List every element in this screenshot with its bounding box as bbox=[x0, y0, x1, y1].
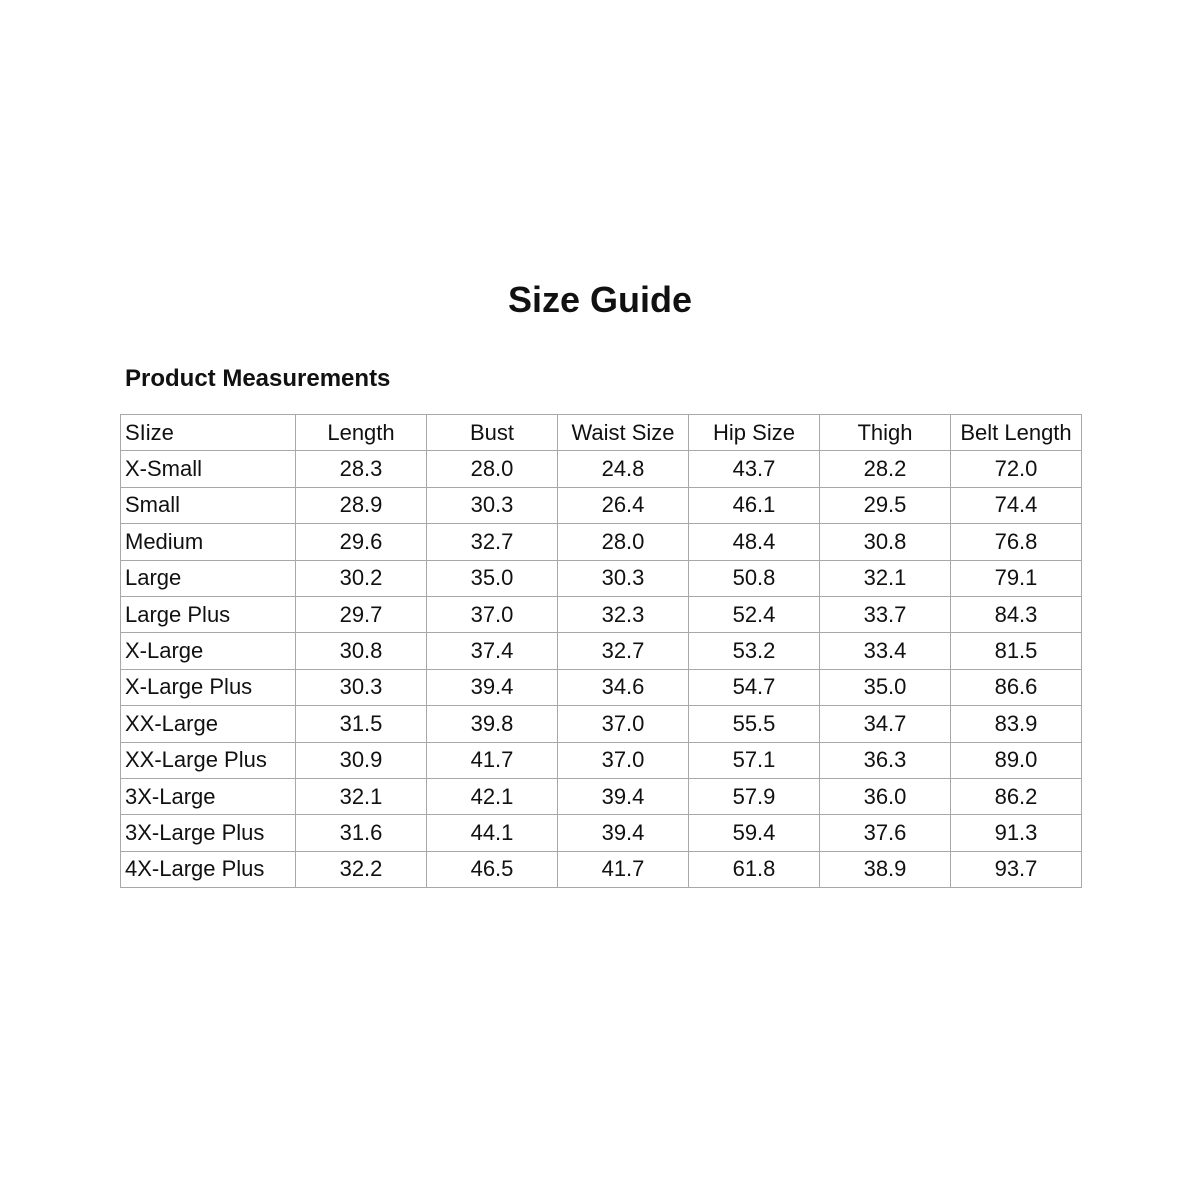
cell-waist-size: 41.7 bbox=[558, 851, 689, 887]
cell-hip-size: 54.7 bbox=[689, 669, 820, 705]
table-row bbox=[121, 487, 1082, 523]
table-row bbox=[121, 596, 1082, 632]
cell-hip-size: 53.2 bbox=[689, 633, 820, 669]
cell-bust: 35.0 bbox=[427, 560, 558, 596]
header-size: SIize bbox=[121, 415, 296, 451]
header-waist-size: Waist Size bbox=[558, 415, 689, 451]
table-row bbox=[121, 742, 1082, 778]
cell-length: 30.2 bbox=[296, 560, 427, 596]
cell-bust: 37.0 bbox=[427, 596, 558, 632]
cell-hip-size: 52.4 bbox=[689, 596, 820, 632]
table-row bbox=[121, 815, 1082, 851]
header-bust: Bust bbox=[427, 415, 558, 451]
cell-hip-size: 48.4 bbox=[689, 524, 820, 560]
cell-size: X-Large bbox=[121, 633, 296, 669]
cell-bust: 39.8 bbox=[427, 706, 558, 742]
table-header-row bbox=[121, 415, 1082, 451]
cell-length: 32.1 bbox=[296, 778, 427, 814]
table-row bbox=[121, 633, 1082, 669]
cell-bust: 28.0 bbox=[427, 451, 558, 487]
cell-bust: 41.7 bbox=[427, 742, 558, 778]
cell-belt-length: 84.3 bbox=[951, 596, 1082, 632]
cell-thigh: 33.7 bbox=[820, 596, 951, 632]
cell-waist-size: 28.0 bbox=[558, 524, 689, 560]
size-table bbox=[120, 414, 1082, 888]
cell-bust: 44.1 bbox=[427, 815, 558, 851]
cell-belt-length: 76.8 bbox=[951, 524, 1082, 560]
table-row bbox=[121, 669, 1082, 705]
cell-thigh: 34.7 bbox=[820, 706, 951, 742]
cell-thigh: 28.2 bbox=[820, 451, 951, 487]
cell-length: 30.9 bbox=[296, 742, 427, 778]
cell-thigh: 32.1 bbox=[820, 560, 951, 596]
cell-length: 28.9 bbox=[296, 487, 427, 523]
cell-hip-size: 57.9 bbox=[689, 778, 820, 814]
cell-belt-length: 81.5 bbox=[951, 633, 1082, 669]
cell-bust: 42.1 bbox=[427, 778, 558, 814]
cell-size: X-Large Plus bbox=[121, 669, 296, 705]
cell-size: Medium bbox=[121, 524, 296, 560]
table-row bbox=[121, 851, 1082, 887]
cell-length: 30.3 bbox=[296, 669, 427, 705]
cell-waist-size: 26.4 bbox=[558, 487, 689, 523]
cell-belt-length: 72.0 bbox=[951, 451, 1082, 487]
cell-waist-size: 24.8 bbox=[558, 451, 689, 487]
cell-size: Large bbox=[121, 560, 296, 596]
cell-belt-length: 83.9 bbox=[951, 706, 1082, 742]
header-hip-size: Hip Size bbox=[689, 415, 820, 451]
cell-hip-size: 50.8 bbox=[689, 560, 820, 596]
cell-thigh: 33.4 bbox=[820, 633, 951, 669]
cell-bust: 30.3 bbox=[427, 487, 558, 523]
cell-belt-length: 79.1 bbox=[951, 560, 1082, 596]
cell-waist-size: 39.4 bbox=[558, 778, 689, 814]
table-row bbox=[121, 524, 1082, 560]
cell-size: XX-Large bbox=[121, 706, 296, 742]
cell-belt-length: 93.7 bbox=[951, 851, 1082, 887]
cell-waist-size: 32.7 bbox=[558, 633, 689, 669]
cell-thigh: 36.0 bbox=[820, 778, 951, 814]
cell-thigh: 37.6 bbox=[820, 815, 951, 851]
cell-length: 31.5 bbox=[296, 706, 427, 742]
cell-belt-length: 86.6 bbox=[951, 669, 1082, 705]
cell-size: Large Plus bbox=[121, 596, 296, 632]
cell-length: 29.6 bbox=[296, 524, 427, 560]
table-row bbox=[121, 560, 1082, 596]
table-row bbox=[121, 706, 1082, 742]
cell-length: 30.8 bbox=[296, 633, 427, 669]
cell-belt-length: 86.2 bbox=[951, 778, 1082, 814]
cell-hip-size: 43.7 bbox=[689, 451, 820, 487]
header-thigh: Thigh bbox=[820, 415, 951, 451]
cell-bust: 32.7 bbox=[427, 524, 558, 560]
cell-bust: 37.4 bbox=[427, 633, 558, 669]
cell-waist-size: 37.0 bbox=[558, 706, 689, 742]
cell-size: X-Small bbox=[121, 451, 296, 487]
section-title: Product Measurements bbox=[125, 365, 391, 392]
cell-belt-length: 74.4 bbox=[951, 487, 1082, 523]
cell-size: Small bbox=[121, 487, 296, 523]
cell-size: 3X-Large bbox=[121, 778, 296, 814]
header-length: Length bbox=[296, 415, 427, 451]
page-title: Size Guide bbox=[507, 279, 693, 320]
cell-thigh: 35.0 bbox=[820, 669, 951, 705]
cell-length: 31.6 bbox=[296, 815, 427, 851]
cell-size: 4X-Large Plus bbox=[121, 851, 296, 887]
cell-hip-size: 59.4 bbox=[689, 815, 820, 851]
cell-thigh: 38.9 bbox=[820, 851, 951, 887]
table-row bbox=[121, 451, 1082, 487]
cell-bust: 39.4 bbox=[427, 669, 558, 705]
table-row bbox=[121, 778, 1082, 814]
cell-thigh: 30.8 bbox=[820, 524, 951, 560]
cell-waist-size: 34.6 bbox=[558, 669, 689, 705]
cell-thigh: 29.5 bbox=[820, 487, 951, 523]
cell-thigh: 36.3 bbox=[820, 742, 951, 778]
cell-hip-size: 55.5 bbox=[689, 706, 820, 742]
cell-length: 32.2 bbox=[296, 851, 427, 887]
cell-length: 29.7 bbox=[296, 596, 427, 632]
cell-hip-size: 61.8 bbox=[689, 851, 820, 887]
cell-waist-size: 32.3 bbox=[558, 596, 689, 632]
cell-hip-size: 46.1 bbox=[689, 487, 820, 523]
header-belt-length: Belt Length bbox=[951, 415, 1082, 451]
cell-hip-size: 57.1 bbox=[689, 742, 820, 778]
cell-size: XX-Large Plus bbox=[121, 742, 296, 778]
cell-waist-size: 39.4 bbox=[558, 815, 689, 851]
cell-belt-length: 91.3 bbox=[951, 815, 1082, 851]
cell-size: 3X-Large Plus bbox=[121, 815, 296, 851]
cell-belt-length: 89.0 bbox=[951, 742, 1082, 778]
cell-length: 28.3 bbox=[296, 451, 427, 487]
cell-bust: 46.5 bbox=[427, 851, 558, 887]
cell-waist-size: 30.3 bbox=[558, 560, 689, 596]
cell-waist-size: 37.0 bbox=[558, 742, 689, 778]
